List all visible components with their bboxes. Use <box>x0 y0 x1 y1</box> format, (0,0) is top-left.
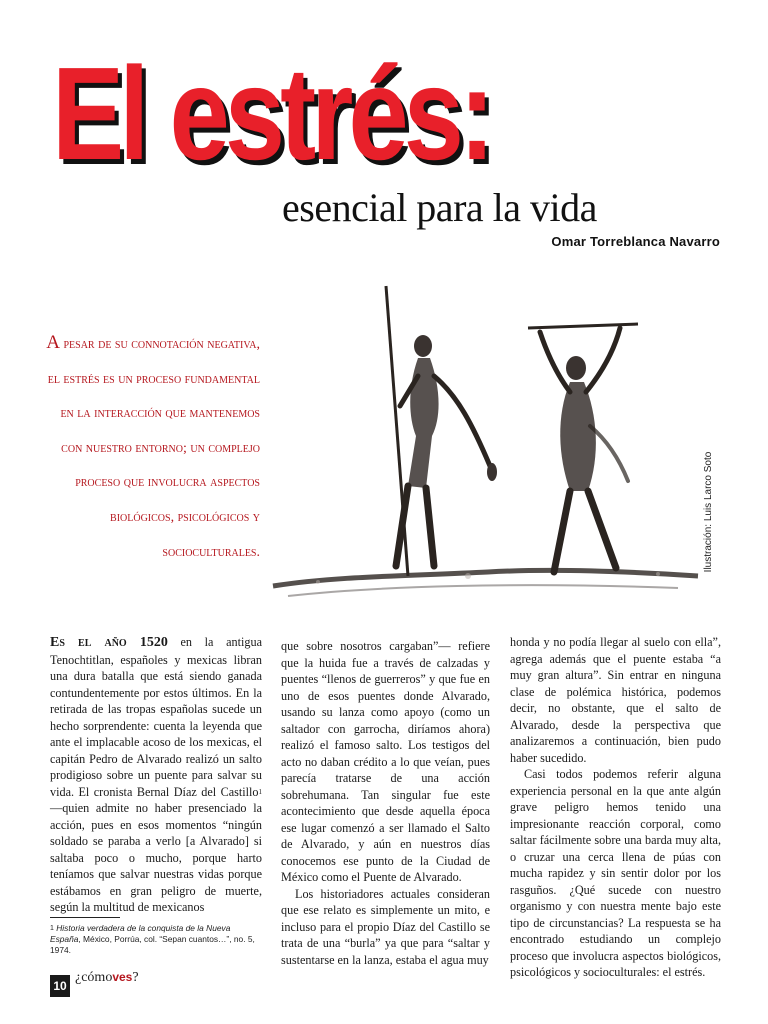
intro-drop-letter: A <box>46 332 60 353</box>
footnote-work-title: Historia verdadera de la conquista de la Nueva España <box>50 923 231 944</box>
column-3-paragraph-2: Casi todos podemos referir alguna experiencia personal en la que ante algún grave peligro hemos tenido una impresionante reacción corporal, como saltar fácilmente sobre una barda muy alta, o cruzar una cerca llena de púas con mucha rapidez y sin sentir dolor por los rasguños. ¿Qué sucede con nuestro organismo y con nuestra mente bajo este tipo de circunstancias? La respuesta se ha encontrado estudiando un complejo proceso que involucra aspectos biológicos, psicológicos y socioculturales: el estrés. <box>510 767 721 979</box>
intro-paragraph <box>40 326 260 570</box>
illustration-credit: Ilustración: Luis Larco Soto <box>703 451 714 573</box>
page-number: 10 <box>50 975 70 997</box>
article-column-2 <box>281 638 490 968</box>
column-1-text: en la antigua Tenochtitlan, españoles y mexicas libran una dura batalla que está siendo ganada contundentemente por estos últimos. En la retirada de las tropas españolas sucede un hecho sorprendente: cuenta la leyenda que ante el implacable acoso de los mexicas, el capitán Pedro de Alvarado realizó un salto prodigioso sobre un puente para salvar su vida. El cronista Bernal Díaz del Castillo <box>50 635 262 799</box>
footnote <box>50 923 262 956</box>
magazine-name-suffix: ? <box>132 970 139 985</box>
lead-in: Es el año 1520 <box>50 635 168 650</box>
footnote-divider <box>50 917 120 918</box>
article-author: Omar Torreblanca Navarro <box>551 234 720 249</box>
article-column-1 <box>50 634 262 916</box>
column-3-paragraph-1: honda y no podía llegar al suelo con ella”, agrega además que el puente estaba “a muy gran altura”. Sin entrar en ninguna clase de polémica histórica, podemos decir, no obstante, que el salto de Alvarado, desde la perspectiva que analizaremos a continuación, bien pudo haber sucedido. <box>510 635 721 765</box>
illustration-warriors <box>258 276 708 616</box>
column-2-paragraph-2: Los historiadores actuales consideran que ese relato es simplemente un mito, e incluso para el propio Díaz del Castillo se trata de una “burla” ya que para “saltar y sustentarse en la lanza, estaba el agua muy <box>281 886 490 967</box>
article-title: El estrés: <box>52 40 491 187</box>
magazine-name-prefix: ¿cómo <box>75 970 113 985</box>
intro-text: pesar de su connotación negativa, el estrés es un proceso fundamental en la interacción que mantenemos con nuestro entorno; un complejo proceso que involucra aspectos biológicos, psicológicos y socioculturales. <box>47 337 260 560</box>
column-2-paragraph-1: que sobre nosotros cargaban”— refiere que la huida fue a través de calzadas y puentes “llenos de guerreros” y que fue en uno de esos puentes donde Alvarado, usando su lanza como apoyo (como un saltador con garrocha, diríamos ahora) realizó el famoso salto. Los testigos del acto no daban crédito a lo que veían, pues parecía tratarse de una acción sobrehumana. Tan singular fue este acontecimiento que desde aquella época ese lugar comenzó a ser llamado el Salto de Alvarado, y aún en nuestros días conocemos ese punto de la Ciudad de México como el Puente de Alvarado. <box>281 639 490 884</box>
footnote-reference: 1 <box>258 787 262 796</box>
column-1-text-continued: —quien admite no haber presenciado la acción, pues en esos momentos “ningún soldado se paraba a verlo [a Alvarado] si saltaba poco o mucho, porque harto teníamos que salvar nuestras vidas porque estábamos en gran peligro de muerte, según la multitud de mexicanos <box>50 801 262 914</box>
footnote-mark: 1 <box>50 925 54 932</box>
article-subtitle: esencial para la vida <box>282 185 597 230</box>
magazine-name <box>75 970 139 986</box>
footnote-details: , México, Porrúa, col. “Sepan cuantos…”, no. 5, 1974. <box>50 934 255 955</box>
magazine-name-bold: ves <box>112 970 133 984</box>
article-column-3 <box>510 634 721 981</box>
